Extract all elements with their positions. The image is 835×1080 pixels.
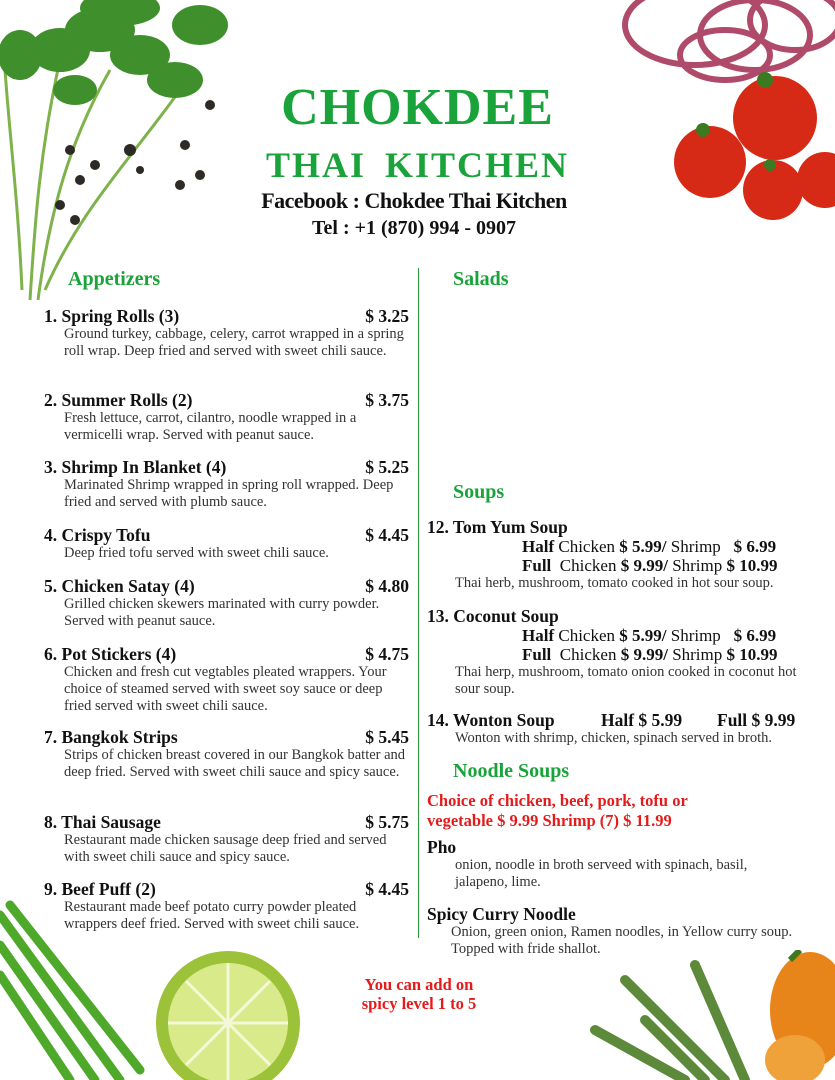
item-name: 12. Tom Yum Soup [427,517,568,537]
item-name: 1. Spring Rolls (3) [44,306,180,326]
item-description: Restaurant made chicken sausage deep fried and served with sweet chili sauce and spicy sauce. [64,832,387,865]
wonton-header [427,710,822,730]
phone-line: Tel : +1 (870) 994 - 0907 [312,217,516,239]
soup-item-tom-yum [427,517,822,592]
item-description: onion, noodle in broth serveed with spinach, basil, jalapeno, lime. [455,857,748,890]
appetizer-item [44,457,409,511]
item-name: 9. Beef Puff (2) [44,879,156,899]
item-price: $ 4.45 [365,879,409,899]
item-name: 3. Shrimp In Blanket (4) [44,457,227,477]
appetizer-item [44,576,409,630]
item-description: Wonton with shrimp, chicken, spinach served in broth. [455,730,772,746]
item-price: $ 3.75 [365,390,409,410]
item-price: $ 3.25 [365,306,409,326]
item-name: 2. Summer Rolls (2) [44,390,193,410]
spicy-note [330,975,508,1013]
item-description: Marinated Shrimp wrapped in spring roll wrapped. Deep fried and served with plumb sauce. [64,477,394,510]
item-description: Chicken and fresh cut vegtables pleated wrappers. Your choice of steamed served with sweet soy sauce or deep fried served with sweet chili sauce. [64,664,387,714]
item-name: 6. Pot Stickers (4) [44,644,177,664]
item-name: Pho [427,837,457,857]
full-price-line: Full Chicken $ 9.99/ Shrimp $ 10.99 [522,556,778,575]
appetizer-item [44,525,409,562]
asparagus-pepper-decoration [585,950,835,1080]
item-description: Strips of chicken breast covered in our Bangkok batter and deep fried. Served with sweet chili sauce and spicy sauce. [64,747,406,780]
item-description: Grilled chicken skewers marinated with curry powder. Served with peanut sauce. [64,596,380,629]
soup-item-coconut [427,606,822,698]
item-description: Onion, green onion, Ramen noodles, in Yellow curry soup. Topped with fride shallot. [451,924,793,957]
item-description: Ground turkey, cabbage, celery, carrot wrapped in a spring roll wrap. Deep fried and served with sweet chili sauce. [64,326,404,359]
facebook-line: Facebook : Chokdee Thai Kitchen [261,188,567,213]
full-price: Full $ 9.99 [717,710,796,730]
item-name: 5. Chicken Satay (4) [44,576,195,596]
restaurant-subtitle: THAI KITCHEN [265,145,570,185]
column-divider [418,268,419,938]
item-description: Fresh lettuce, carrot, cilantro, noodle wrapped in a vermicelli wrap. Served with peanut sauce. [64,410,357,443]
item-price: $ 4.75 [365,644,409,664]
restaurant-name: CHOKDEE [281,79,554,136]
noodle-item-pho [427,837,822,891]
spicy-note-line2: spicy level 1 to 5 [361,994,477,1013]
appetizers-title: Appetizers [68,268,161,290]
item-name: 14. Wonton Soup [427,710,555,730]
item-price: $ 5.45 [365,727,409,747]
appetizer-item [44,644,409,715]
spicy-note-line1: You can add on [364,975,474,994]
item-name: 4. Crispy Tofu [44,525,151,545]
full-price-line: Full Chicken $ 9.99/ Shrimp $ 10.99 [522,645,778,664]
salads-title: Salads [453,268,509,290]
item-price: $ 5.75 [365,812,409,832]
item-price: $ 4.45 [365,525,409,545]
appetizer-item [44,306,409,360]
soup-item-wonton [427,710,822,747]
soups-title: Soups [453,481,505,503]
half-price: Half $ 5.99 [601,710,683,730]
item-description: Thai herp, mushroom, tomato onion cooked in coconut hot sour soup. [455,664,797,697]
item-name: 7. Bangkok Strips [44,727,178,747]
item-name: 13. Coconut Soup [427,606,559,626]
appetizer-item [44,812,409,866]
appetizer-item [44,390,409,444]
item-description: Restaurant made beef potato curry powder pleated wrappers deef fried. Served with sweet chili sauce. [64,899,360,932]
half-price-line: Half Chicken $ 5.99/ Shrimp $ 6.99 [522,626,777,645]
item-name: 8. Thai Sausage [44,812,161,832]
item-price: $ 4.80 [365,576,409,596]
noodle-choice-note [427,791,827,830]
item-description: Thai herb, mushroom, tomato cooked in hot sour soup. [455,575,774,591]
choice-line1: Choice of chicken, beef, pork, tofu or [427,791,688,810]
item-price: $ 5.25 [365,457,409,477]
noodle-soups-title: Noodle Soups [453,760,570,782]
item-description: Deep fried tofu served with sweet chili sauce. [64,545,329,561]
noodle-item-spicy-curry [427,904,822,958]
appetizer-item [44,879,409,933]
half-price-line: Half Chicken $ 5.99/ Shrimp $ 6.99 [522,537,777,556]
item-name: Spicy Curry Noodle [427,904,576,924]
choice-line2: vegetable $ 9.99 Shrimp (7) $ 11.99 [427,810,672,830]
appetizer-item [44,727,409,781]
